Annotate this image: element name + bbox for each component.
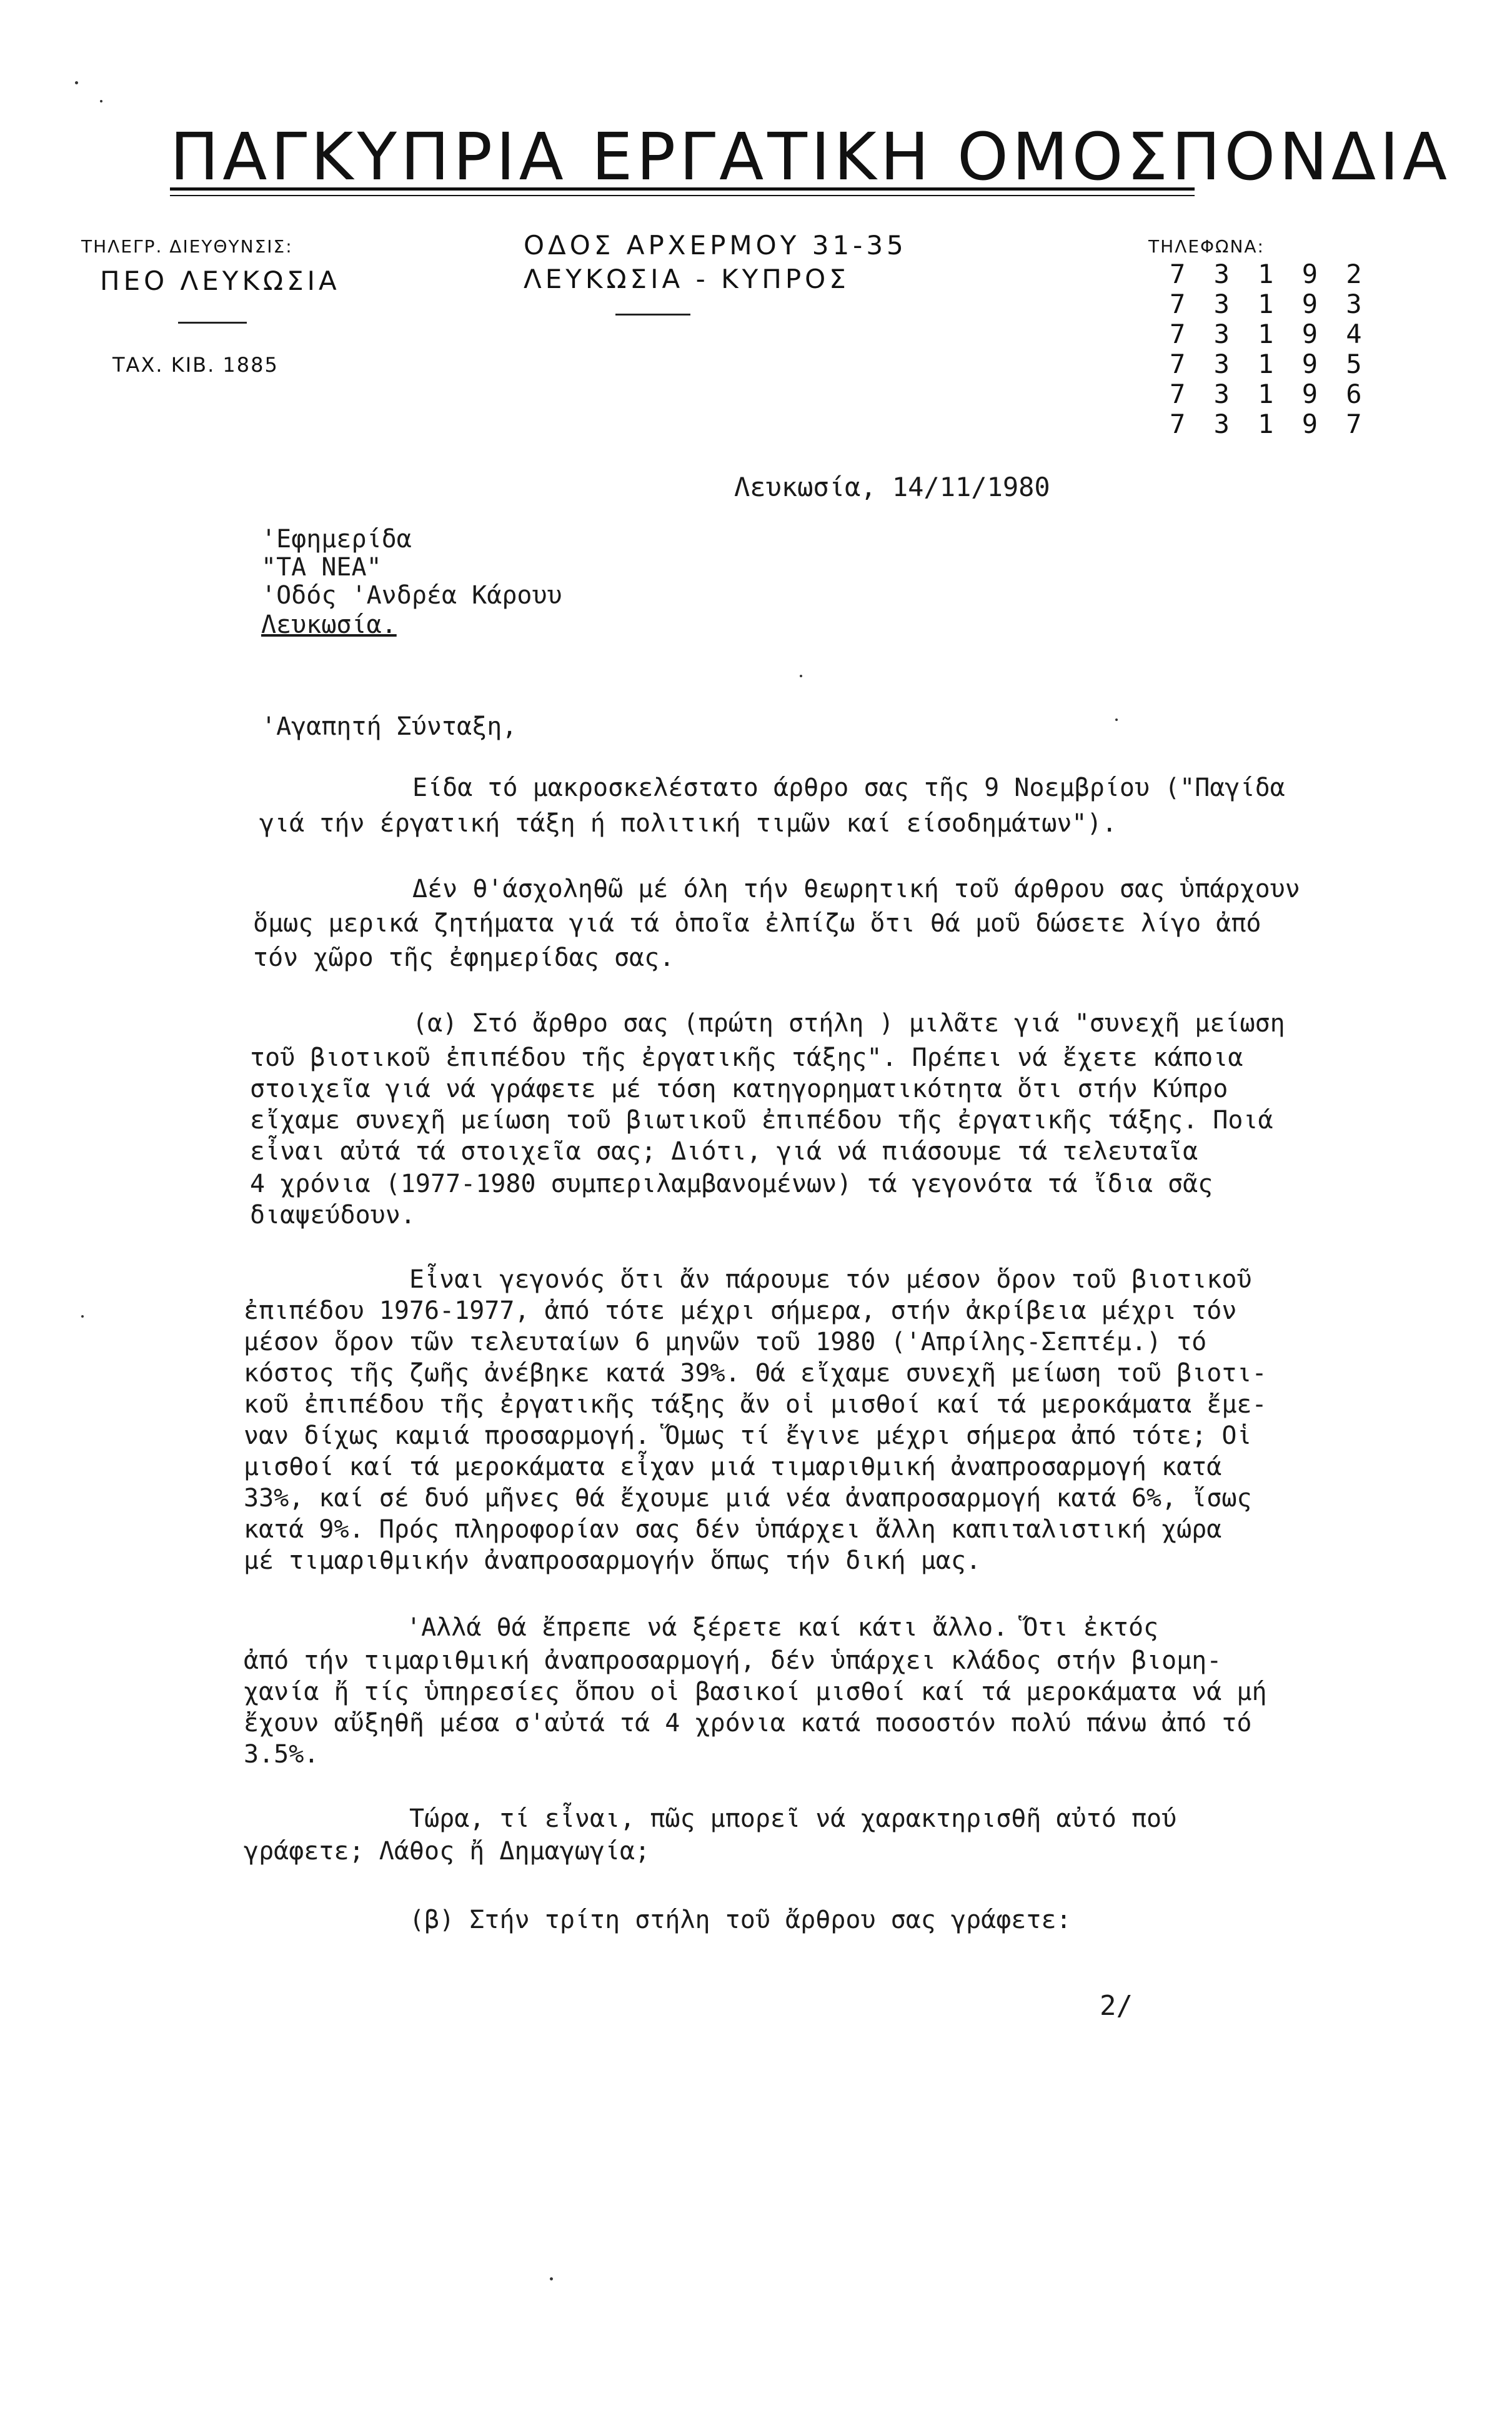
body-line: ναν δίχως καμιά προσαρμογή. Ὅμως τί ἔγινε μέχρι σήμερα ἀπό τότε; Οἱ (244, 1421, 1252, 1450)
body-line: ἀπό τήν τιμαριθμική ἀναπροσαρμογή, δέν ὑπάρχει κλάδος στήν βιομη- (244, 1646, 1222, 1675)
scan-speck (75, 81, 78, 84)
scan-speck (550, 2277, 553, 2280)
street-address: ΟΔΟΣ ΑΡΧΕΡΜΟΥ 31-35 (524, 230, 907, 261)
scan-speck (81, 1315, 84, 1318)
body-line: τοῦ βιοτικοῦ ἐπιπέδου τῆς ἐργατικῆς τάξης". Πρέπει νά ἔχετε κάποια (250, 1043, 1243, 1072)
body-line: μισθοί καί τά μεροκάματα εἶχαν μιά τιμαριθμική ἀναπροσαρμογή κατά (244, 1453, 1222, 1481)
salutation: 'Αγαπητή Σύνταξη, (261, 712, 517, 741)
body-line: μέσον ὅρον τῶν τελευταίων 6 μηνῶν τοῦ 1980 ('Απρίλης-Σεπτέμ.) τό (244, 1328, 1207, 1356)
body-line: 4 χρόνια (1977-1980 συμπεριλαμβανομένων) τά γεγονότα τά ἴδια σᾶς (250, 1170, 1213, 1198)
divider-center (615, 314, 690, 316)
page-marker: 2/ (1100, 1990, 1133, 2022)
body-line: κοῦ ἐπιπέδου τῆς ἐργατικῆς τάξης ἄν οἱ μισθοί καί τά μεροκάματα ἔμε- (244, 1390, 1267, 1419)
phones-label: ΤΗΛΕΦΩΝΑ: (1148, 236, 1265, 257)
body-line: εἶναι αὐτά τά στοιχεῖα σας; Διότι, γιά νά πιάσουμε τά τελευταῖα (250, 1137, 1198, 1166)
body-line: 33%, καί σέ δυό μῆνες θά ἔχουμε μιά νέα ἀναπροσαρμογή κατά 6%, ἴσως (244, 1484, 1252, 1513)
body-line: κόστος τῆς ζωῆς ἀνέβηκε κατά 39%. Θά εἴχαμε συνεχῆ μείωση τοῦ βιοτι- (244, 1359, 1267, 1388)
phone-number: 7 3 1 9 3 (1170, 289, 1368, 319)
body-line: γιά τήν έργατική τάξη ή πολιτική τιμῶν καί είσοδημάτων"). (259, 809, 1117, 838)
phone-number: 7 3 1 9 7 (1170, 409, 1368, 439)
phone-number: 7 3 1 9 6 (1170, 379, 1368, 409)
letterhead-rule-thin (170, 195, 1195, 196)
letter-date: Λευκωσία, 14/11/1980 (734, 472, 1050, 502)
body-line: κατά 9%. Πρός πληροφορίαν σας δέν ὑπάρχει ἄλλη καπιταλιστική χώρα (244, 1515, 1222, 1544)
body-line: διαψεύδουν. (250, 1201, 415, 1230)
body-line: (β) Στήν τρίτη στήλη τοῦ ἄρθρου σας γράφετε: (409, 1906, 1072, 1934)
po-box: ΤΑΧ. ΚΙΒ. 1885 (112, 353, 279, 377)
telegraph-label: ΤΗΛΕΓΡ. ΔΙΕΥΘΥΝΣΙΣ: (81, 236, 293, 257)
body-line: 'Αλλά θά ἔπρεπε νά ξέρετε καί κάτι ἄλλο. Ὅτι ἐκτός (406, 1613, 1159, 1642)
scan-speck (800, 675, 802, 677)
body-line: Τώρα, τί εἶναι, πῶς μπορεῖ νά χαρακτηρισθῆ αὐτό πού (409, 1804, 1177, 1833)
body-line: Είδα τό μακροσκελέστατο άρθρο σας τῆς 9 Νοεμβρίου ("Παγίδα (412, 773, 1285, 802)
body-line: ἔχουν αὔξηθῆ μέσα σ'αὐτά τά 4 χρόνια κατά ποσοστόν πολύ πάνω ἀπό τό (244, 1709, 1252, 1737)
body-line: 3.5%. (244, 1740, 319, 1769)
body-line: Δέν θ'άσχοληθῶ μέ όλη τήν θεωρητική τοῦ άρθρου σας ὑπάρχουν (412, 875, 1300, 903)
phone-number: 7 3 1 9 2 (1170, 259, 1368, 289)
recipient-line: 'Οδός 'Ανδρέα Κάρουυ (261, 581, 562, 610)
scan-speck (1115, 718, 1118, 721)
body-line: τόν χῶρο τῆς ἐφημερίδας σας. (253, 943, 675, 972)
divider-left (178, 322, 247, 324)
recipient-line: 'Εφημερίδα (261, 525, 412, 554)
body-line: γράφετε; Λάθος ἤ Δημαγωγία; (244, 1837, 650, 1866)
body-line: (α) Στό ἄρθρο σας (πρώτη στήλη ) μιλᾶτε γιά "συνεχῆ μείωση (412, 1009, 1285, 1038)
body-line: Εἶναι γεγονός ὅτι ἄν πάρουμε τόν μέσον ὅρον τοῦ βιοτικοῦ (409, 1265, 1252, 1294)
body-line: χανία ἤ τίς ὑπηρεσίες ὅπου οἱ βασικοί μισθοί καί τά μεροκάματα νά μή (244, 1678, 1267, 1706)
telegraph-value: ΠΕΟ ΛΕΥΚΩΣΙΑ (100, 266, 341, 296)
recipient-line: Λευκωσία. (261, 610, 397, 639)
letterhead-rule (170, 187, 1195, 191)
city-address: ΛΕΥΚΩΣΙΑ - ΚΥΠΡΟΣ (524, 264, 850, 294)
body-line: ἐπιπέδου 1976-1977, ἀπό τότε μέχρι σήμερα, στήν ἀκρίβεια μέχρι τόν (244, 1296, 1237, 1325)
recipient-line: "ΤΑ ΝΕΑ" (261, 553, 382, 582)
body-line: ὅμως μερικά ζητήματα γιά τά ὁποῖα ἐλπίζω ὅτι θά μοῦ δώσετε λίγο ἀπό (253, 909, 1261, 938)
phone-list (1170, 259, 1368, 439)
body-line: εἴχαμε συνεχῆ μείωση τοῦ βιωτικοῦ ἐπιπέδου τῆς ἐργατικῆς τάξης. Ποιά (250, 1106, 1273, 1135)
body-line: μέ τιμαριθμικήν ἀναπροσαρμογήν ὅπως τήν δική μας. (244, 1546, 982, 1575)
phone-number: 7 3 1 9 5 (1170, 349, 1368, 379)
phone-number: 7 3 1 9 4 (1170, 319, 1368, 349)
body-line: στοιχεῖα γιά νά γράφετε μέ τόση κατηγορηματικότητα ὅτι στήν Κύπρο (250, 1075, 1228, 1103)
letterhead-title: ΠΑΓΚΥΠΡΙΑ ΕΡΓΑΤΙΚΗ ΟΜΟΣΠΟΝΔΙΑ (170, 119, 1451, 195)
scan-speck (100, 100, 102, 102)
